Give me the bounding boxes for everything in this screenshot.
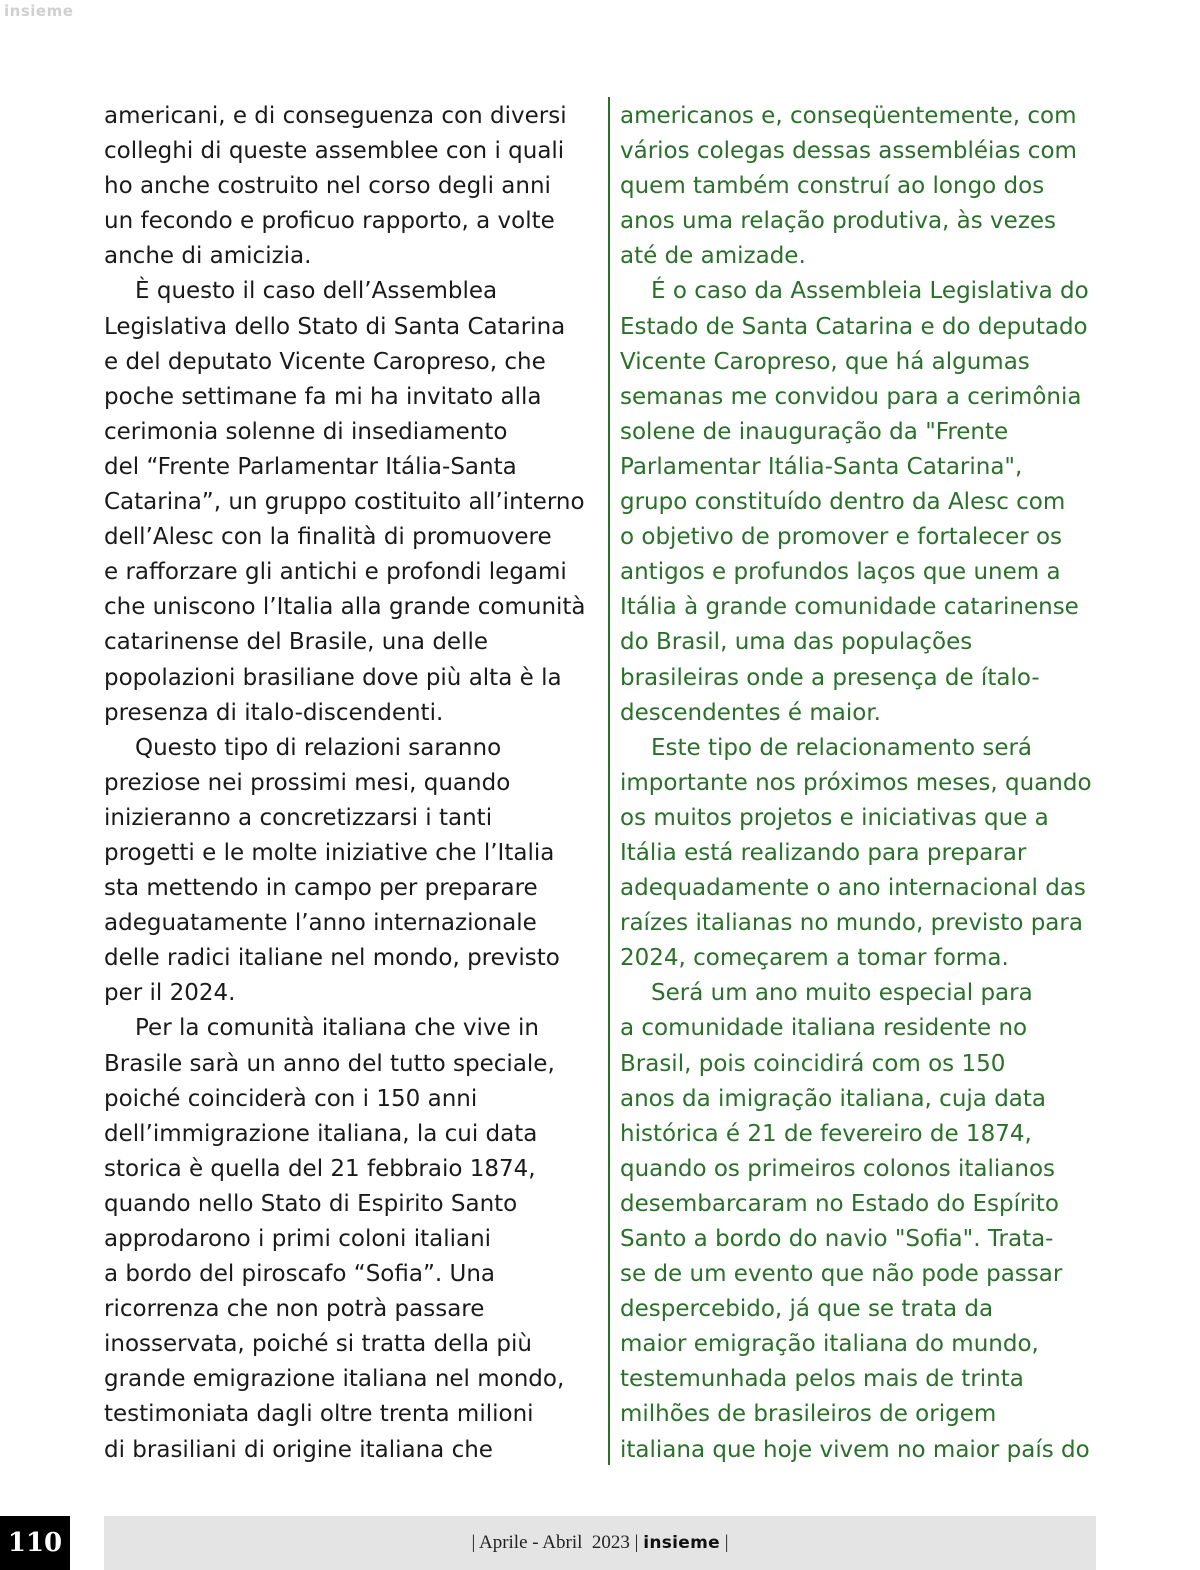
italian-text-line: presenza di italo-discendenti. (104, 699, 444, 726)
italian-text-line: colleghi di queste assemblee con i quali (104, 138, 565, 165)
italian-text-line: popolazioni brasiliane dove più alta è la (104, 664, 562, 691)
portuguese-text-line: desembarcaram no Estado do Espírito (620, 1190, 1059, 1217)
footer-issue-date: | Aprile - Abril 2023 | (471, 1532, 644, 1553)
italian-text-line: a bordo del piroscafo “Sofia”. Una (104, 1261, 495, 1288)
italian-text-line: Catarina”, un gruppo costituito all’interno (104, 489, 585, 516)
portuguese-text-line: a comunidade italiana residente no (620, 1015, 1028, 1042)
portuguese-text-line: 2024, começarem a tomar forma. (620, 945, 1009, 972)
italian-text-line: Questo tipo di relazioni saranno (135, 734, 502, 761)
portuguese-text-line: É o caso da Assembleia Legislativa do (651, 278, 1089, 305)
portuguese-text-line: os muitos projetos e iniciativas que a (620, 804, 1049, 831)
italian-text-line: delle radici italiane nel mondo, previsto (104, 945, 560, 972)
italian-text-line: quando nello Stato di Espirito Santo (104, 1190, 518, 1217)
portuguese-text-line: grupo constituído dentro da Alesc com (620, 489, 1066, 516)
portuguese-text-line: raízes italianas no mundo, previsto para (620, 910, 1083, 937)
italian-text-line: Legislativa dello Stato di Santa Catarina (104, 313, 566, 340)
portuguese-text-line: quando os primeiros colonos italianos (620, 1155, 1056, 1182)
italian-text-line: un fecondo e proficuo rapporto, a volte (104, 208, 555, 235)
italian-text-line: sta mettendo in campo per preparare (104, 875, 538, 902)
portuguese-text-line: Parlamentar Itália-Santa Catarina", (620, 453, 1023, 480)
italian-text-line: e rafforzare gli antichi e profondi legami (104, 559, 567, 586)
portuguese-text-line: italiana que hoje vivem no maior país do (620, 1436, 1090, 1463)
corner-logo: insieme (4, 2, 74, 20)
italian-text-line: testimoniata dagli oltre trenta milioni (104, 1401, 534, 1428)
portuguese-text-line: testemunhada pelos mais de trinta (620, 1366, 1024, 1393)
italian-text-line: anche di amicizia. (104, 243, 312, 270)
italian-text-line: inosservata, poiché si tratta della più (104, 1331, 532, 1358)
portuguese-text-line: o objetivo de promover e fortalecer os (620, 524, 1063, 551)
portuguese-text-line: Este tipo de relacionamento será (651, 734, 1033, 761)
footer-issue-end: | (719, 1532, 729, 1553)
italian-text-line: e del deputato Vicente Caropreso, che (104, 348, 546, 375)
portuguese-text-line: descendentes é maior. (620, 699, 881, 726)
italian-text-line: dell’Alesc con la finalità di promuovere (104, 524, 552, 551)
italian-text-line: storica è quella del 21 febbraio 1874, (104, 1155, 536, 1182)
portuguese-text-line: americanos e, conseqüentemente, com (620, 103, 1077, 129)
portuguese-text-line: semanas me convidou para a cerimônia (620, 383, 1082, 410)
portuguese-text-line: Estado de Santa Catarina e do deputado (620, 313, 1088, 340)
italian-text-line: dell’immigrazione italiana, la cui data (104, 1120, 538, 1147)
italian-text-line: ricorrenza che non potrà passare (104, 1296, 485, 1323)
portuguese-text-line: importante nos próximos meses, quando (620, 769, 1092, 796)
portuguese-text-line: adequadamente o ano internacional das (620, 875, 1086, 902)
footer-issue (104, 1516, 1096, 1570)
footer-logo: insieme (643, 1533, 720, 1553)
italian-text-line: catarinense del Brasile, una delle (104, 629, 489, 656)
italian-text-line: inizieranno a concretizzarsi i tanti (104, 804, 493, 831)
italian-column (104, 99, 594, 1468)
italian-text-line: di brasiliani di origine italiana che (104, 1436, 493, 1463)
italian-text-line: americani, e di conseguenza con diversi (104, 103, 567, 129)
portuguese-text-line: quem também construí ao longo dos (620, 173, 1045, 200)
portuguese-text-line: Santo a bordo do navio "Sofia". Trata- (620, 1226, 1054, 1252)
portuguese-text-line: solene de inauguração da "Frente (620, 418, 1009, 445)
portuguese-text-line: Vicente Caropreso, que há algumas (620, 348, 1030, 375)
page-number: 110 (0, 1516, 70, 1570)
italian-text-line: che uniscono l’Italia alla grande comunità (104, 594, 586, 621)
portuguese-text-line: antigos e profundos laços que unem a (620, 559, 1061, 586)
portuguese-text-line: brasileiras onde a presença de ítalo- (620, 664, 1040, 691)
portuguese-text-line: se de um evento que não pode passar (620, 1261, 1063, 1288)
portuguese-text-line: Será um ano muito especial para (651, 980, 1033, 1007)
portuguese-text-line: Itália está realizando para preparar (620, 839, 1027, 866)
italian-text-line: È questo il caso dell’Assemblea (135, 278, 498, 305)
portuguese-text-line: vários colegas dessas assembléias com (620, 138, 1077, 165)
italian-text-line: Brasile sarà un anno del tutto speciale, (104, 1050, 555, 1077)
italian-text-line: grande emigrazione italiana nel mondo, (104, 1366, 565, 1393)
italian-text-line: preziose nei prossimi mesi, quando (104, 769, 511, 796)
italian-text-line: cerimonia solenne di insediamento (104, 418, 508, 445)
portuguese-text-line: até de amizade. (620, 243, 806, 270)
portuguese-text-line: anos uma relação produtiva, às vezes (620, 208, 1057, 235)
portuguese-text-line: Brasil, pois coincidirá com os 150 (620, 1050, 1006, 1077)
portuguese-text-line: histórica é 21 de fevereiro de 1874, (620, 1120, 1032, 1147)
portuguese-text-line: maior emigração italiana do mundo, (620, 1331, 1039, 1358)
portuguese-column (620, 99, 1100, 1468)
portuguese-text-line: Itália à grande comunidade catarinense (620, 594, 1079, 621)
portuguese-text-line: milhões de brasileiros de origem (620, 1401, 997, 1428)
italian-text-line: approdarono i primi coloni italiani (104, 1226, 492, 1252)
italian-text-line: progetti e le molte iniziative che l’Italia (104, 839, 555, 866)
italian-text-line: per il 2024. (104, 980, 236, 1007)
italian-text-line: ho anche costruito nel corso degli anni (104, 173, 551, 200)
italian-text-line: Per la comunità italiana che vive in (135, 1015, 539, 1042)
portuguese-text-line: anos da imigração italiana, cuja data (620, 1085, 1046, 1112)
portuguese-text-line: do Brasil, uma das populações (620, 629, 973, 656)
column-divider (608, 97, 610, 1465)
italian-text-line: adeguatamente l’anno internazionale (104, 910, 537, 937)
portuguese-text-line: despercebido, já que se trata da (620, 1296, 994, 1323)
italian-text-line: del “Frente Parlamentar Itália-Santa (104, 453, 517, 480)
italian-text-line: poiché coinciderà con i 150 anni (104, 1085, 478, 1112)
italian-text-line: poche settimane fa mi ha invitato alla (104, 383, 542, 410)
